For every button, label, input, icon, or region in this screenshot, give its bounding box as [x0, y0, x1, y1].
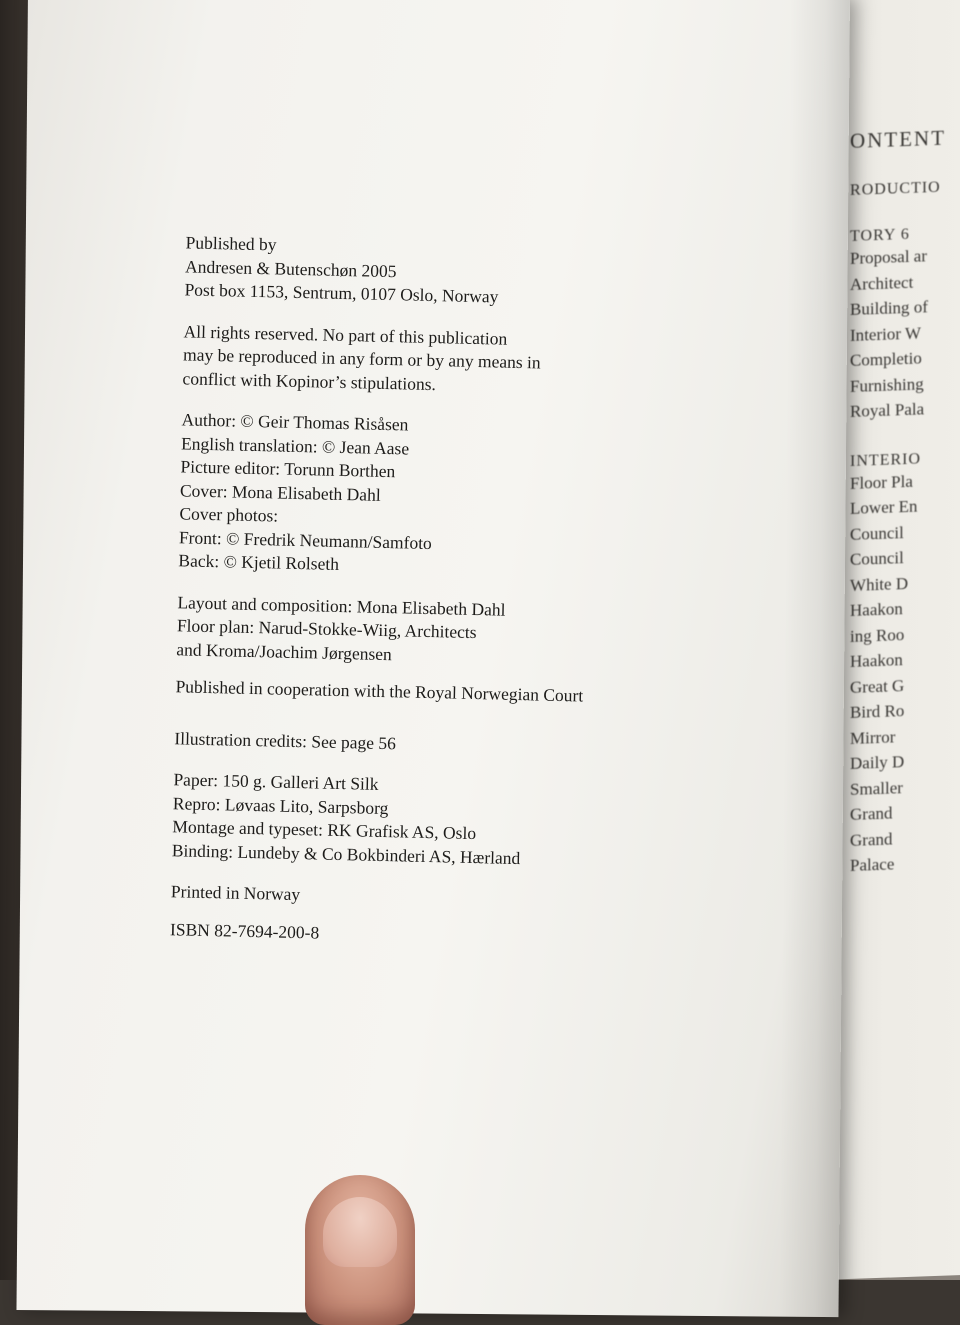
publisher-line: Andresen & Butenschøn 2005 — [184, 255, 397, 281]
toc-item: Council — [850, 548, 904, 569]
layout-block — [176, 591, 737, 674]
table-of-contents — [850, 126, 946, 879]
toc-section-interior: INTERIO — [850, 449, 921, 470]
credit-line: Cover photos: — [179, 503, 279, 526]
layout-line: and Kroma/Joachim Jørgensen — [176, 638, 393, 664]
toc-item: Interior W — [850, 322, 921, 345]
thumb — [305, 1175, 415, 1325]
credit-line: Front: © Fredrik Neumann/Samfoto — [178, 526, 433, 553]
rights-block — [182, 320, 743, 403]
toc-item: Grand — [850, 828, 893, 850]
production-line: Binding: Lundeby & Co Bokbinderi AS, Hærland — [171, 839, 521, 868]
production-block — [172, 768, 734, 875]
toc-item: Mirror — [850, 726, 896, 748]
toc-item: Grand — [850, 803, 893, 824]
toc-item: Furnishing — [850, 373, 924, 396]
toc-item: Daily D — [850, 752, 905, 773]
toc-item: White D — [850, 573, 909, 595]
rights-line: conflict with Kopinor’s stipulations. — [182, 367, 437, 394]
page-gutter-shadow — [778, 0, 850, 1317]
toc-item: Proposal ar — [850, 246, 927, 268]
toc-item: Haakon — [850, 599, 903, 620]
colophon-text — [170, 231, 746, 954]
publisher-line: Published by — [185, 232, 277, 255]
toc-history-list — [850, 243, 946, 425]
toc-section-intro: RODUCTIO — [850, 178, 941, 199]
toc-item: Completio — [850, 348, 922, 370]
credits-block — [178, 408, 742, 585]
printed-in: Printed in Norway — [170, 881, 301, 905]
publisher-line: Post box 1153, Sentrum, 0107 Oslo, Norway — [184, 279, 499, 307]
rights-line: All rights reserved. No part of this publication — [183, 320, 508, 349]
production-line: Montage and typeset: RK Grafisk AS, Oslo — [172, 816, 477, 844]
isbn: ISBN 82-7694-200-8 — [169, 918, 320, 943]
credit-line: Picture editor: Torunn Borthen — [180, 456, 396, 482]
toc-section-history: TORY 6 — [850, 225, 910, 245]
toc-item: Lower En — [850, 496, 918, 518]
credit-line: Author: © Geir Thomas Risåsen — [181, 409, 409, 435]
credit-line: English translation: © Jean Aase — [180, 432, 410, 459]
toc-item: Council — [850, 522, 904, 544]
toc-interior-list — [850, 467, 946, 878]
layout-line: Layout and composition: Mona Elisabeth Dahl — [177, 591, 506, 620]
toc-item: Royal Pala — [850, 399, 925, 421]
toc-item: Architect — [850, 272, 914, 294]
toc-item: Great G — [850, 675, 905, 697]
colophon-page — [16, 0, 849, 1317]
credit-line: Cover: Mona Elisabeth Dahl — [179, 479, 381, 505]
production-line: Paper: 150 g. Galleri Art Silk — [173, 769, 379, 794]
toc-item: ing Roo — [850, 624, 905, 646]
rights-line: may be reproduced in any form or by any means in — [182, 344, 541, 373]
toc-item: Palace — [850, 854, 895, 875]
toc-item: Haakon — [850, 650, 903, 671]
thumbnail — [323, 1197, 397, 1267]
cooperation-line: Published in cooperation with the Royal Norwegian Court — [175, 676, 584, 706]
credit-line: Back: © Kjetil Rolseth — [178, 550, 340, 574]
toc-heading: ONTENT — [850, 125, 946, 153]
illustration-credits: Illustration credits: See page 56 — [174, 727, 397, 753]
layout-line: Floor plan: Narud-Stokke-Wiig, Architects — [176, 615, 477, 643]
toc-item: Smaller — [850, 777, 903, 799]
production-line: Repro: Løvaas Lito, Sarpsborg — [172, 792, 389, 818]
toc-item: Floor Pla — [850, 471, 913, 493]
publisher-block — [184, 231, 745, 314]
toc-item: Building of — [850, 297, 928, 319]
toc-item: Bird Ro — [850, 701, 905, 722]
